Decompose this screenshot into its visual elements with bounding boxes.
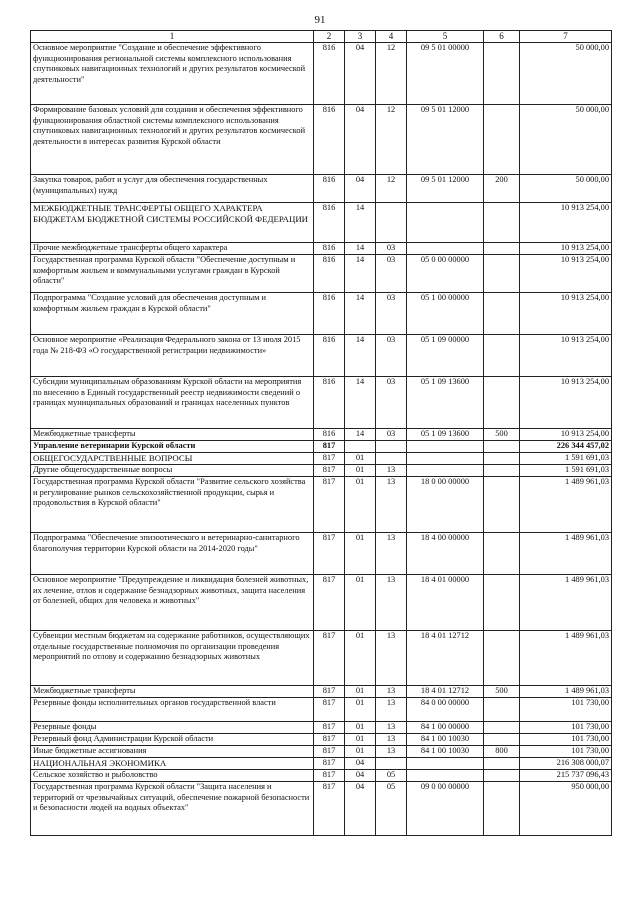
row-subsection-code: 03 xyxy=(376,429,407,441)
row-amount: 950 000,00 xyxy=(520,782,612,836)
row-expense-type xyxy=(484,465,520,477)
row-section-code: 01 xyxy=(345,453,376,465)
row-name: Основное мероприятие "Предупреждение и ликвидация болезней животных, их лечение, отлов и содержание безнадзорных животных, защита населения от болезней, общих для человека и животных" xyxy=(31,575,314,631)
row-section-code: 14 xyxy=(345,243,376,255)
row-ministry-code: 817 xyxy=(314,453,345,465)
row-subsection-code: 13 xyxy=(376,575,407,631)
row-subsection-code: 05 xyxy=(376,782,407,836)
row-name: ОБЩЕГОСУДАРСТВЕННЫЕ ВОПРОСЫ xyxy=(31,453,314,465)
row-target-code: 09 5 01 12000 xyxy=(407,175,484,203)
row-section-code: 04 xyxy=(345,758,376,770)
row-name: Государственная программа Курской области "Защита населения и территорий от чрезвычайных ситуаций, обеспечение пожарной безопасности и безопасности людей на водных объектах" xyxy=(31,782,314,836)
row-target-code xyxy=(407,243,484,255)
row-ministry-code: 816 xyxy=(314,175,345,203)
table-row xyxy=(31,243,612,255)
row-name: Субсидии муниципальным образованиям Курской области на мероприятия по внесению в Единый государственный реестр недвижимости сведений о границах муниципальных образований и границах населенных пунктов xyxy=(31,377,314,429)
row-expense-type xyxy=(484,255,520,293)
row-subsection-code: 13 xyxy=(376,722,407,734)
row-name: Межбюджетные трансферты xyxy=(31,686,314,698)
row-target-code: 84 0 00 00000 xyxy=(407,698,484,722)
row-expense-type xyxy=(484,758,520,770)
row-section-code: 01 xyxy=(345,722,376,734)
row-target-code xyxy=(407,758,484,770)
row-name: Управление ветеринарии Курской области xyxy=(31,441,314,453)
table-row xyxy=(31,377,612,429)
row-subsection-code xyxy=(376,441,407,453)
row-ministry-code: 817 xyxy=(314,758,345,770)
row-section-code: 04 xyxy=(345,105,376,175)
row-ministry-code: 817 xyxy=(314,686,345,698)
row-section-code: 14 xyxy=(345,377,376,429)
table-row xyxy=(31,203,612,243)
row-ministry-code: 817 xyxy=(314,631,345,686)
row-amount: 10 913 254,00 xyxy=(520,243,612,255)
row-amount: 1 591 691,03 xyxy=(520,465,612,477)
row-amount: 10 913 254,00 xyxy=(520,335,612,377)
table-row xyxy=(31,465,612,477)
page-number: 91 xyxy=(314,14,326,26)
row-section-code: 01 xyxy=(345,686,376,698)
row-expense-type xyxy=(484,734,520,746)
row-ministry-code: 816 xyxy=(314,255,345,293)
table-row xyxy=(31,441,612,453)
table-row xyxy=(31,734,612,746)
row-subsection-code: 13 xyxy=(376,465,407,477)
row-amount: 1 489 961,03 xyxy=(520,686,612,698)
row-expense-type xyxy=(484,698,520,722)
row-section-code: 01 xyxy=(345,533,376,575)
row-name: Подпрограмма "Создание условий для обеспечения доступным и комфортным жильем граждан в Курской области" xyxy=(31,293,314,335)
row-target-code: 84 1 00 10030 xyxy=(407,746,484,758)
row-section-code: 04 xyxy=(345,43,376,105)
row-subsection-code: 03 xyxy=(376,243,407,255)
row-subsection-code: 13 xyxy=(376,698,407,722)
row-section-code: 04 xyxy=(345,782,376,836)
row-section-code: 01 xyxy=(345,698,376,722)
row-expense-type xyxy=(484,335,520,377)
row-target-code: 09 5 01 00000 xyxy=(407,43,484,105)
row-amount: 226 344 457,02 xyxy=(520,441,612,453)
row-expense-type xyxy=(484,441,520,453)
row-amount: 10 913 254,00 xyxy=(520,255,612,293)
row-amount: 101 730,00 xyxy=(520,722,612,734)
row-target-code: 05 1 09 00000 xyxy=(407,335,484,377)
row-expense-type xyxy=(484,782,520,836)
row-amount: 216 308 000,07 xyxy=(520,758,612,770)
row-target-code: 05 1 09 13600 xyxy=(407,429,484,441)
row-expense-type xyxy=(484,203,520,243)
row-ministry-code: 817 xyxy=(314,698,345,722)
row-target-code: 05 0 00 00000 xyxy=(407,255,484,293)
row-subsection-code: 03 xyxy=(376,335,407,377)
row-target-code: 18 4 01 12712 xyxy=(407,631,484,686)
row-amount: 101 730,00 xyxy=(520,698,612,722)
row-amount: 215 737 096,43 xyxy=(520,770,612,782)
table-row xyxy=(31,722,612,734)
row-amount: 10 913 254,00 xyxy=(520,293,612,335)
table-row xyxy=(31,175,612,203)
row-expense-type xyxy=(484,453,520,465)
row-ministry-code: 816 xyxy=(314,377,345,429)
row-expense-type xyxy=(484,533,520,575)
row-section-code: 04 xyxy=(345,175,376,203)
row-section-code: 01 xyxy=(345,631,376,686)
row-name: Прочие межбюджетные трансферты общего характера xyxy=(31,243,314,255)
table-row xyxy=(31,335,612,377)
row-expense-type xyxy=(484,243,520,255)
row-ministry-code: 816 xyxy=(314,293,345,335)
row-section-code: 14 xyxy=(345,429,376,441)
row-name: Закупка товаров, работ и услуг для обеспечения государственных (муниципальных) нужд xyxy=(31,175,314,203)
row-name: Иные бюджетные ассигнования xyxy=(31,746,314,758)
row-subsection-code: 13 xyxy=(376,746,407,758)
table-row xyxy=(31,758,612,770)
row-target-code xyxy=(407,465,484,477)
column-header: 2 xyxy=(314,31,345,43)
column-header: 5 xyxy=(407,31,484,43)
row-section-code xyxy=(345,441,376,453)
row-amount: 50 000,00 xyxy=(520,175,612,203)
row-target-code xyxy=(407,203,484,243)
table-row xyxy=(31,429,612,441)
row-amount: 101 730,00 xyxy=(520,746,612,758)
row-ministry-code: 817 xyxy=(314,770,345,782)
row-subsection-code: 03 xyxy=(376,377,407,429)
row-subsection-code xyxy=(376,758,407,770)
row-amount: 1 489 961,03 xyxy=(520,477,612,533)
row-ministry-code: 816 xyxy=(314,335,345,377)
row-name: Сельское хозяйство и рыболовство xyxy=(31,770,314,782)
table-row xyxy=(31,746,612,758)
row-ministry-code: 817 xyxy=(314,575,345,631)
row-section-code: 04 xyxy=(345,770,376,782)
row-amount: 101 730,00 xyxy=(520,734,612,746)
row-amount: 10 913 254,00 xyxy=(520,203,612,243)
row-subsection-code: 05 xyxy=(376,770,407,782)
row-name: МЕЖБЮДЖЕТНЫЕ ТРАНСФЕРТЫ ОБЩЕГО ХАРАКТЕРА БЮДЖЕТАМ БЮДЖЕТНОЙ СИСТЕМЫ РОССИЙСКОЙ ФЕДЕРАЦИИ xyxy=(31,203,314,243)
row-ministry-code: 817 xyxy=(314,477,345,533)
row-subsection-code: 12 xyxy=(376,105,407,175)
row-name: НАЦИОНАЛЬНАЯ ЭКОНОМИКА xyxy=(31,758,314,770)
row-section-code: 14 xyxy=(345,335,376,377)
table-row xyxy=(31,453,612,465)
row-expense-type xyxy=(484,631,520,686)
table-row xyxy=(31,782,612,836)
row-target-code: 09 0 00 00000 xyxy=(407,782,484,836)
row-subsection-code xyxy=(376,453,407,465)
row-ministry-code: 817 xyxy=(314,533,345,575)
table-row xyxy=(31,533,612,575)
row-name: Государственная программа Курской области "Развитие сельского хозяйства и регулирование рынков сельскохозяйственной продукции, сырья и продовольствия в Курской области" xyxy=(31,477,314,533)
row-target-code: 18 4 00 00000 xyxy=(407,533,484,575)
row-expense-type xyxy=(484,377,520,429)
table-header-row xyxy=(31,31,612,43)
row-ministry-code: 817 xyxy=(314,722,345,734)
row-name: Субвенции местным бюджетам на содержание работников, осуществляющих отдельные государственные полномочия по организации проведения мероприятий по отлову и содержанию безнадзорных животных xyxy=(31,631,314,686)
row-subsection-code: 13 xyxy=(376,533,407,575)
row-subsection-code: 12 xyxy=(376,175,407,203)
table-row xyxy=(31,770,612,782)
row-ministry-code: 816 xyxy=(314,43,345,105)
row-section-code: 01 xyxy=(345,734,376,746)
row-subsection-code: 13 xyxy=(376,477,407,533)
row-subsection-code: 12 xyxy=(376,43,407,105)
row-name: Резервные фонды xyxy=(31,722,314,734)
row-expense-type xyxy=(484,575,520,631)
row-amount: 50 000,00 xyxy=(520,43,612,105)
row-ministry-code: 817 xyxy=(314,465,345,477)
table-row xyxy=(31,293,612,335)
row-subsection-code: 13 xyxy=(376,734,407,746)
row-expense-type xyxy=(484,43,520,105)
row-section-code: 01 xyxy=(345,575,376,631)
table-row xyxy=(31,698,612,722)
row-amount: 10 913 254,00 xyxy=(520,429,612,441)
row-target-code: 18 4 01 12712 xyxy=(407,686,484,698)
row-expense-type xyxy=(484,722,520,734)
row-target-code: 05 1 09 13600 xyxy=(407,377,484,429)
row-section-code: 01 xyxy=(345,746,376,758)
row-name: Подпрограмма "Обеспечение эпизоотического и ветеринарно-санитарного благополучия территории Курской области на 2014-2020 годы" xyxy=(31,533,314,575)
row-amount: 1 489 961,03 xyxy=(520,575,612,631)
row-amount: 1 489 961,03 xyxy=(520,631,612,686)
table-row xyxy=(31,631,612,686)
row-section-code: 01 xyxy=(345,477,376,533)
row-name: Государственная программа Курской области "Обеспечение доступным и комфортным жильем и коммунальными услугами граждан в Курской области" xyxy=(31,255,314,293)
row-amount: 1 591 691,03 xyxy=(520,453,612,465)
row-ministry-code: 817 xyxy=(314,441,345,453)
row-expense-type: 500 xyxy=(484,686,520,698)
row-subsection-code: 03 xyxy=(376,255,407,293)
row-section-code: 14 xyxy=(345,293,376,335)
column-header: 3 xyxy=(345,31,376,43)
row-target-code xyxy=(407,441,484,453)
row-section-code: 14 xyxy=(345,203,376,243)
table-row xyxy=(31,255,612,293)
row-expense-type xyxy=(484,105,520,175)
row-name: Резервный фонд Администрации Курской области xyxy=(31,734,314,746)
row-expense-type xyxy=(484,477,520,533)
row-subsection-code: 13 xyxy=(376,631,407,686)
row-ministry-code: 816 xyxy=(314,105,345,175)
row-ministry-code: 816 xyxy=(314,203,345,243)
row-subsection-code: 03 xyxy=(376,293,407,335)
row-ministry-code: 816 xyxy=(314,429,345,441)
table-row xyxy=(31,105,612,175)
table-row xyxy=(31,477,612,533)
row-target-code: 05 1 00 00000 xyxy=(407,293,484,335)
row-target-code: 84 1 00 00000 xyxy=(407,722,484,734)
row-target-code xyxy=(407,453,484,465)
row-expense-type xyxy=(484,293,520,335)
row-amount: 50 000,00 xyxy=(520,105,612,175)
row-ministry-code: 816 xyxy=(314,243,345,255)
row-name: Основное мероприятие «Реализация Федерального закона от 13 июля 2015 года № 218-ФЗ «О государственной регистрации недвижимости» xyxy=(31,335,314,377)
budget-table xyxy=(30,30,612,836)
row-amount: 1 489 961,03 xyxy=(520,533,612,575)
column-header: 4 xyxy=(376,31,407,43)
row-amount: 10 913 254,00 xyxy=(520,377,612,429)
row-expense-type: 500 xyxy=(484,429,520,441)
row-name: Резервные фонды исполнительных органов государственной власти xyxy=(31,698,314,722)
row-expense-type xyxy=(484,770,520,782)
table-row xyxy=(31,686,612,698)
row-target-code xyxy=(407,770,484,782)
row-ministry-code: 817 xyxy=(314,734,345,746)
row-expense-type: 200 xyxy=(484,175,520,203)
row-name: Другие общегосударственные вопросы xyxy=(31,465,314,477)
row-name: Межбюджетные трансферты xyxy=(31,429,314,441)
column-header: 6 xyxy=(484,31,520,43)
table-row xyxy=(31,43,612,105)
row-name: Основное мероприятие "Создание и обеспечение эффективного функционирования региональной системы комплексного использования спутниковых навигационных технологий и других результатов космической деятельности" xyxy=(31,43,314,105)
row-target-code: 18 4 01 00000 xyxy=(407,575,484,631)
row-target-code: 84 1 00 10030 xyxy=(407,734,484,746)
row-target-code: 18 0 00 00000 xyxy=(407,477,484,533)
column-header: 7 xyxy=(520,31,612,43)
row-section-code: 01 xyxy=(345,465,376,477)
row-ministry-code: 817 xyxy=(314,782,345,836)
row-subsection-code xyxy=(376,203,407,243)
column-header: 1 xyxy=(31,31,314,43)
row-expense-type: 800 xyxy=(484,746,520,758)
row-ministry-code: 817 xyxy=(314,746,345,758)
row-name: Формирование базовых условий для создания и обеспечения эффективного функционирования областной системы комплексного использования спутниковых навигационных технологий и других результатов космической деятельности в интересах развития Курской области xyxy=(31,105,314,175)
row-subsection-code: 13 xyxy=(376,686,407,698)
row-section-code: 14 xyxy=(345,255,376,293)
table-row xyxy=(31,575,612,631)
row-target-code: 09 5 01 12000 xyxy=(407,105,484,175)
